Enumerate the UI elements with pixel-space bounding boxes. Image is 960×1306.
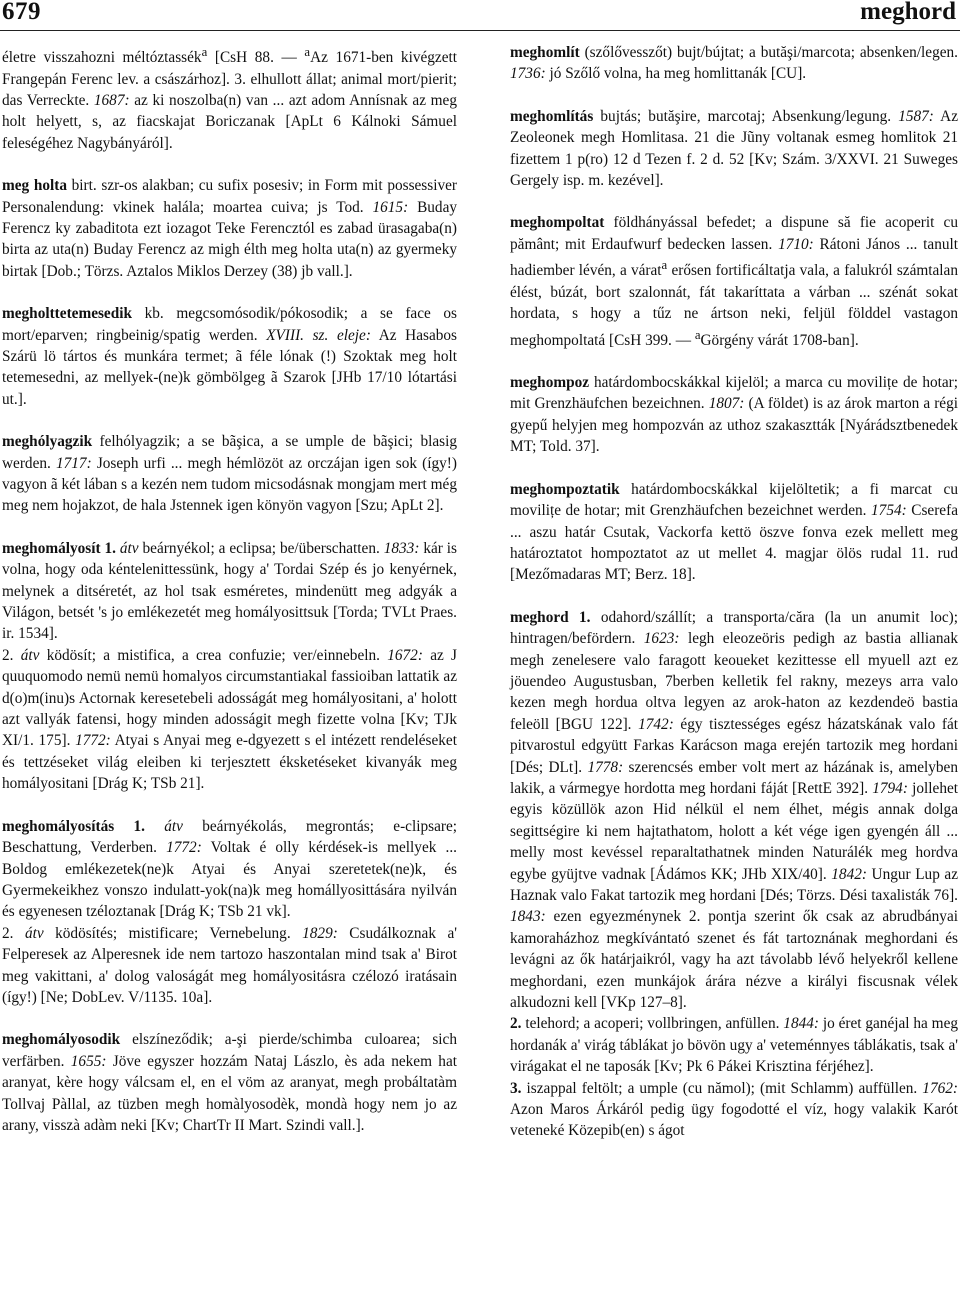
entry-text: jo éret ganéjal ha meg hordanák a' virág táblákat jo bövön ugy a' veteménnyes táblákatis, tsak a' virágakat el ne taposák [Kv; Pk 6 Pákei Krisztina férjéhez].: [510, 1015, 959, 1076]
entry-paragraph: [2, 923, 457, 1009]
entry-text: (szőlővesszőt) bujt/bújtat; a butăşi/marcota; absenken/legen.: [579, 44, 958, 61]
italic-text: 1623:: [643, 630, 680, 648]
headword: meghomlítás: [510, 107, 594, 125]
entry-text: Az 1671-ben kivégzett Frangepán Ferenc lev. a császárhoz]. 3. elhullott állat; animal mort/pierit; das Verreckte.: [2, 49, 457, 109]
entry-text: erősen fortificáltatja vala, a falukról számtalan élést, búzát, bort szalonnát, fát takaríttata a várban ... szénát sokat hordata, s hogy a tűz ne ártson neki, feljül földdel vastagon meghompoltatá [CsH 399. —: [510, 262, 958, 349]
footnote-marker: a: [694, 327, 701, 342]
running-head: meghord: [860, 0, 956, 25]
entry-text: határdombocskákkal kijelöl; a marca cu movilițe de hotar; mit Grenzhäufchen bezeichnen.: [510, 374, 958, 413]
entry-text: 2.: [2, 646, 21, 664]
italic-text: 1762:: [922, 1079, 958, 1097]
italic-text: 1844:: [783, 1015, 819, 1033]
entry-text: szerencsés ember volt mert az házának is, amelyben lakik, a vármegye hordotta meg hordani fáját [RettE 392].: [510, 758, 958, 797]
italic-text: 1655:: [70, 1052, 107, 1070]
headword: meghomályosít 1.: [2, 539, 116, 557]
entry-text: birt. szr-os alakban; cu sufix posesiv; in Form mit possessiver Personalendung: vkinek halála; moartea cuiva; js Tod.: [2, 177, 457, 216]
italic-text: 1807:: [708, 395, 745, 413]
entry-text: Atyai s Anyai meg e-dgyezett s el intézett rendeléseket és tettzéseket világ eleiben ki terjesztett éksketéseket kivanyák meg homályositani [Drág K; TSb 21].: [2, 732, 457, 793]
entry-text: ködösít; a mistifica, a crea confuzie; ver/einnebeln.: [39, 646, 388, 664]
italic-text: 1772:: [166, 839, 202, 857]
entry-text: Cserefa ... aszu határ Csutak, Vackorfa kettö öszve fonva ezek mellett meg határoztatot hompoztatot az ut mellet 4. magjar ölös rudal 11. rud [Mezőmadaras MT; Berz. 18].: [510, 502, 958, 584]
italic-text: 1829:: [302, 924, 338, 942]
italic-text: 1754:: [871, 502, 907, 520]
headword: meghólyagzik: [2, 433, 93, 451]
entry-text: az J quuquomodo nemü nemü homalyos circumstantiakal fassioiban lattatik az d(o)m(inu)s Actornak keresetebeli adosságát meg homályositani, a' holott azt vallyák fatensi, hogy minden adosságit megh fizette volna [Kv; TJk XI/1. 175].: [2, 646, 457, 750]
entry-text: életre visszahozni méltóztassék: [2, 49, 202, 67]
entry-paragraph: [2, 42, 457, 154]
italic-text: 1842:: [831, 865, 867, 883]
dictionary-entry: [510, 607, 958, 1142]
entry-text: kb. megcsomósodik/pókosodik; a se face os mort/eparven; ringbeinig/spatig werden.: [2, 305, 457, 344]
entry-text: (A földet) is az árok marton a régi gyepű helyjen meg hompozván az uthoz szakasztták [Nyárádsztbenedek MT; Told. 37].: [510, 395, 958, 456]
dictionary-entry: [510, 212, 958, 351]
italic-text: átv: [24, 924, 44, 942]
italic-text: 1587:: [898, 107, 934, 125]
entry-text: Azon Maros Árkáról pedig ügy fogodotté el víz, hogy valakik Karót veteneké Közepib(en) s ágot: [510, 1101, 958, 1140]
dictionary-entry: [510, 106, 958, 192]
headword: meghompoz: [510, 374, 590, 392]
italic-text: 1736:: [510, 65, 546, 83]
entry-text: 2.: [2, 924, 25, 942]
entry-text: Voltak é olly kérdések-is mellyek ... Boldog emlékezetek(ne)k Atyai és Anyai szeretetek(ne)k, és Gyermekeikhez vonszo indulatt-yok(na)k meg homállyosittására nyilván és egyenesen tzéloztanak [Drág K; TSb 21 vk].: [2, 839, 457, 921]
dictionary-entry: [2, 42, 457, 154]
entry-paragraph: [510, 1013, 958, 1077]
entry-paragraph: [510, 1078, 958, 1142]
entry-text: Rátoni János ... tanult hadiember lévén, a várat: [510, 235, 958, 280]
italic-text: 1687:: [93, 91, 130, 109]
entry-paragraph: [2, 538, 457, 645]
footnote-marker: a: [304, 45, 311, 59]
italic-text: 1717:: [55, 454, 92, 472]
entry-paragraph: [510, 42, 958, 85]
page-header: [0, 0, 960, 31]
italic-text: átv: [119, 539, 139, 557]
entry-paragraph: [510, 106, 958, 192]
entry-text: Joseph urfi ... megh hémlözöt az orczájan igen sok (így!) vagyon ã két lában s a kezén nem tudom micsodásnak mongjam mert még meg nem hojakzot, de hala Jstennek igen könyön vagyon [Szu; ApLt 2].: [2, 454, 457, 515]
italic-text: átv: [20, 646, 40, 664]
entry-paragraph: [510, 607, 958, 1014]
entry-text: jó Szőlő volna, ha meg homlittanák [CU].: [545, 65, 807, 83]
entry-text: odahord/szállít; a transporta/căra (la un anumit loc); hintragen/befördern.: [510, 608, 958, 648]
headword: meghomályosodik: [2, 1031, 121, 1049]
headword: meghompoztatik: [510, 480, 620, 498]
entry-text: felhólyagzik; a se bãşica, a se umple de bãşici; blasig werden.: [2, 433, 457, 472]
entry-text: Az Zeoleonek megh Homlitasa. 21 die Jũny voltanak esmeg homlitok 21 fizettem 1 p(ro) 12 d Tezen f. 2 d. 52 [Kv; Szám. 3/XXVI. 21 Suweges Gergely isp. m. kezével].: [510, 107, 958, 190]
entry-text: ködösítés; mistificare; Vernebelung.: [43, 924, 303, 942]
entry-text: Az Hasabos Szárü lö tártos és munkára termet; ã féle lónak (!) Szoktak meg holt tetemesedni, az mellyek-(ne)k gömbölgeg ã Szarok [JHb 17/10 lótartási ut.].: [2, 326, 457, 408]
italic-text: 1615:: [372, 198, 409, 216]
entry-paragraph: [2, 816, 457, 923]
entry-text: földhányással befedet; a dispune să fie acoperit cu pământ; mit Erdaufwurf bedecken lassen.: [510, 214, 958, 253]
entry-text: Görgény várát 1708-ban].: [700, 331, 859, 349]
entry-text: [CsH 88. —: [207, 49, 305, 67]
entry-text: Csudálkoznak a' Felperesek az Alperesnek ide nem tartozo haszontalan mind tsak a' Birot meg vakittani, a' dolog valoságát meg homályositásra czélozó iratásain (így!) [Ne; DobLev. V/1135. 10a].: [2, 924, 457, 1006]
headword: 2.: [510, 1015, 522, 1033]
italic-text: 1843:: [510, 908, 546, 926]
headword: 3.: [510, 1079, 522, 1097]
dictionary-entry: [2, 816, 457, 1009]
headword: meghompoltat: [510, 214, 605, 232]
entry-text: telehord; a acoperi; vollbringen, anfüllen.: [521, 1015, 784, 1033]
left-column: [2, 42, 457, 1157]
footnote-marker: a: [201, 45, 208, 59]
headword: meghomályosítás 1.: [2, 817, 145, 835]
entry-paragraph: [510, 479, 958, 586]
entry-text: Jöve egyszer hozzám Nataj Lászlo, ès ada nekem hat aranyat, kère hogy válcsam el, en el vöm az aranyat, megh probáltatàm Tollvaj Pàllal, az tüzben megh homàlyosodèk, mondà hogy nem jo az arany, visszà adàm neki [Kv; ChartTr II Mart. Szindi vall.].: [2, 1052, 457, 1134]
headword: meg holta: [2, 177, 67, 195]
entry-text: Buday Ferencz ky zabaditota ezt iozagot Teke Ferencztól es zabad ürasagaba(n) birta az uta(n) Buday Ferencz az migh élth meg holta uta(n) az gyermeky birtak [Dob.; Törzs. Aztalos Miklos Derzey (38) jb vall.].: [2, 198, 458, 280]
italic-text: 1672:: [387, 646, 423, 664]
italic-text: átv: [164, 817, 183, 835]
dictionary-entry: [510, 479, 958, 586]
italic-text: 1833:: [383, 539, 420, 557]
entry-text: bujtás; butăşire, marcotaj; Absenkung/legung.: [593, 107, 899, 125]
dictionary-entry: [2, 431, 457, 517]
dictionary-entry: [2, 175, 457, 282]
page-number: 679: [2, 0, 41, 25]
entry-text: ezen egyezménynek 2. pontja szerint ők csak az abrudbányai kamoraházhoz megkívántató szenet és fát tartoznának meghordani és levágni az ők határjaikról, vagy ha azt távolabb lévő helyekről kellene meghordani, ezen munkájok árára nézve a királyi fiscusnak vélek alkudozni kell [VKp 127–8].: [510, 908, 958, 1012]
headword: meghomlít: [510, 44, 580, 61]
entry-paragraph: [510, 212, 958, 351]
dictionary-entry: [2, 1029, 457, 1136]
entry-text: Ungur Lup az Haznak valo Fakat tartozik meg hordani [Dés; Törzs. Dési taxalisták 76].: [510, 865, 958, 904]
italic-text: 1778:: [587, 758, 624, 776]
dictionary-entry: [2, 303, 457, 410]
dictionary-entry: [510, 42, 958, 85]
entry-text: elszíneződik; a-şi pierde/schimba culoarea; sich verfärben.: [2, 1031, 457, 1070]
entry-text: iszappal feltölt; a umple (cu nămol); (mit Schlamm) auffüllen.: [521, 1079, 923, 1097]
entry-text: legh eleozeöris pedigh az bastia allianak megh zenelesere valo faragott keoueket kezittesse ell myuell azt ez jöuendeo Augustusban, 7berben kelletik fel rakny, mezeys arra valo kezen megh hordua oltva legyen az arok-haton az kezdendeö bastia feleöll [BGU 122].: [510, 630, 958, 733]
italic-text: XVIII. sz. eleje:: [266, 326, 371, 344]
entry-paragraph: [510, 372, 958, 458]
entry-text: jollehet egyis közüllök azon Hid nélkül el nem élhet, mégis annak dolga segittségire ki nem hajtathatom, holott a két vége igen gyengén áll ... melly most kevéssel reparaltathatnek minden Naturálék meg hordva egybe gyüjtve vadnak [Ádámos KK; JHb XIX/40].: [510, 779, 959, 883]
italic-text: 1772:: [75, 732, 111, 750]
entry-paragraph: [2, 645, 457, 795]
headword: megholttetemesedik: [2, 305, 132, 323]
entry-text: [145, 818, 164, 835]
entry-paragraph: [2, 1029, 457, 1136]
entry-paragraph: [2, 175, 457, 282]
right-column: [510, 42, 958, 1163]
italic-text: 1742:: [638, 715, 674, 733]
headword: meghord 1.: [510, 608, 591, 626]
entry-text: beárnyékolás, megrontás; e-clipsare; Beschattung, Verderben.: [2, 817, 457, 857]
entry-text: kár is volna, hogy oda kéntelenittessünk, hogy a' Tordai Szép és jo kenyérnek, melynek a ditséretét, az hol tsak esméretes, mindenütt meg adgyák a Világon, betsét 's jo emlékezetét meg homályosittsuk [Torda; TVLt Praes. ir. 1534].: [2, 539, 457, 643]
entry-text: égy tisztességes egész házatskának valo fát pitvarostul edgyütt Farkas Karácson maga erején tartozik meg hordani [Dés; DLt].: [510, 715, 958, 776]
italic-text: 1794:: [872, 779, 908, 797]
dictionary-entry: [510, 372, 958, 458]
entry-text: az ki noszolba(n) van ... azt adom Annísnak az meg holt helyett, s, az fiacskajat Boriczanak [ApLt 6 Kálnoki Sámuel feleségéhez Nagybányáról].: [2, 91, 457, 152]
entry-text: határdombocskákkal kijelöltetik; a fi marcat cu movilițe de hotar; mit Grenzhäufchen bezeichnet werden.: [510, 480, 958, 520]
entry-paragraph: [2, 431, 457, 517]
entry-paragraph: [2, 303, 457, 410]
italic-text: 1710:: [778, 235, 814, 253]
dictionary-entry: [2, 538, 457, 795]
entry-text: beárnyékol; a eclipsa; be/überschatten.: [138, 539, 384, 557]
footnote-marker: a: [661, 258, 668, 273]
